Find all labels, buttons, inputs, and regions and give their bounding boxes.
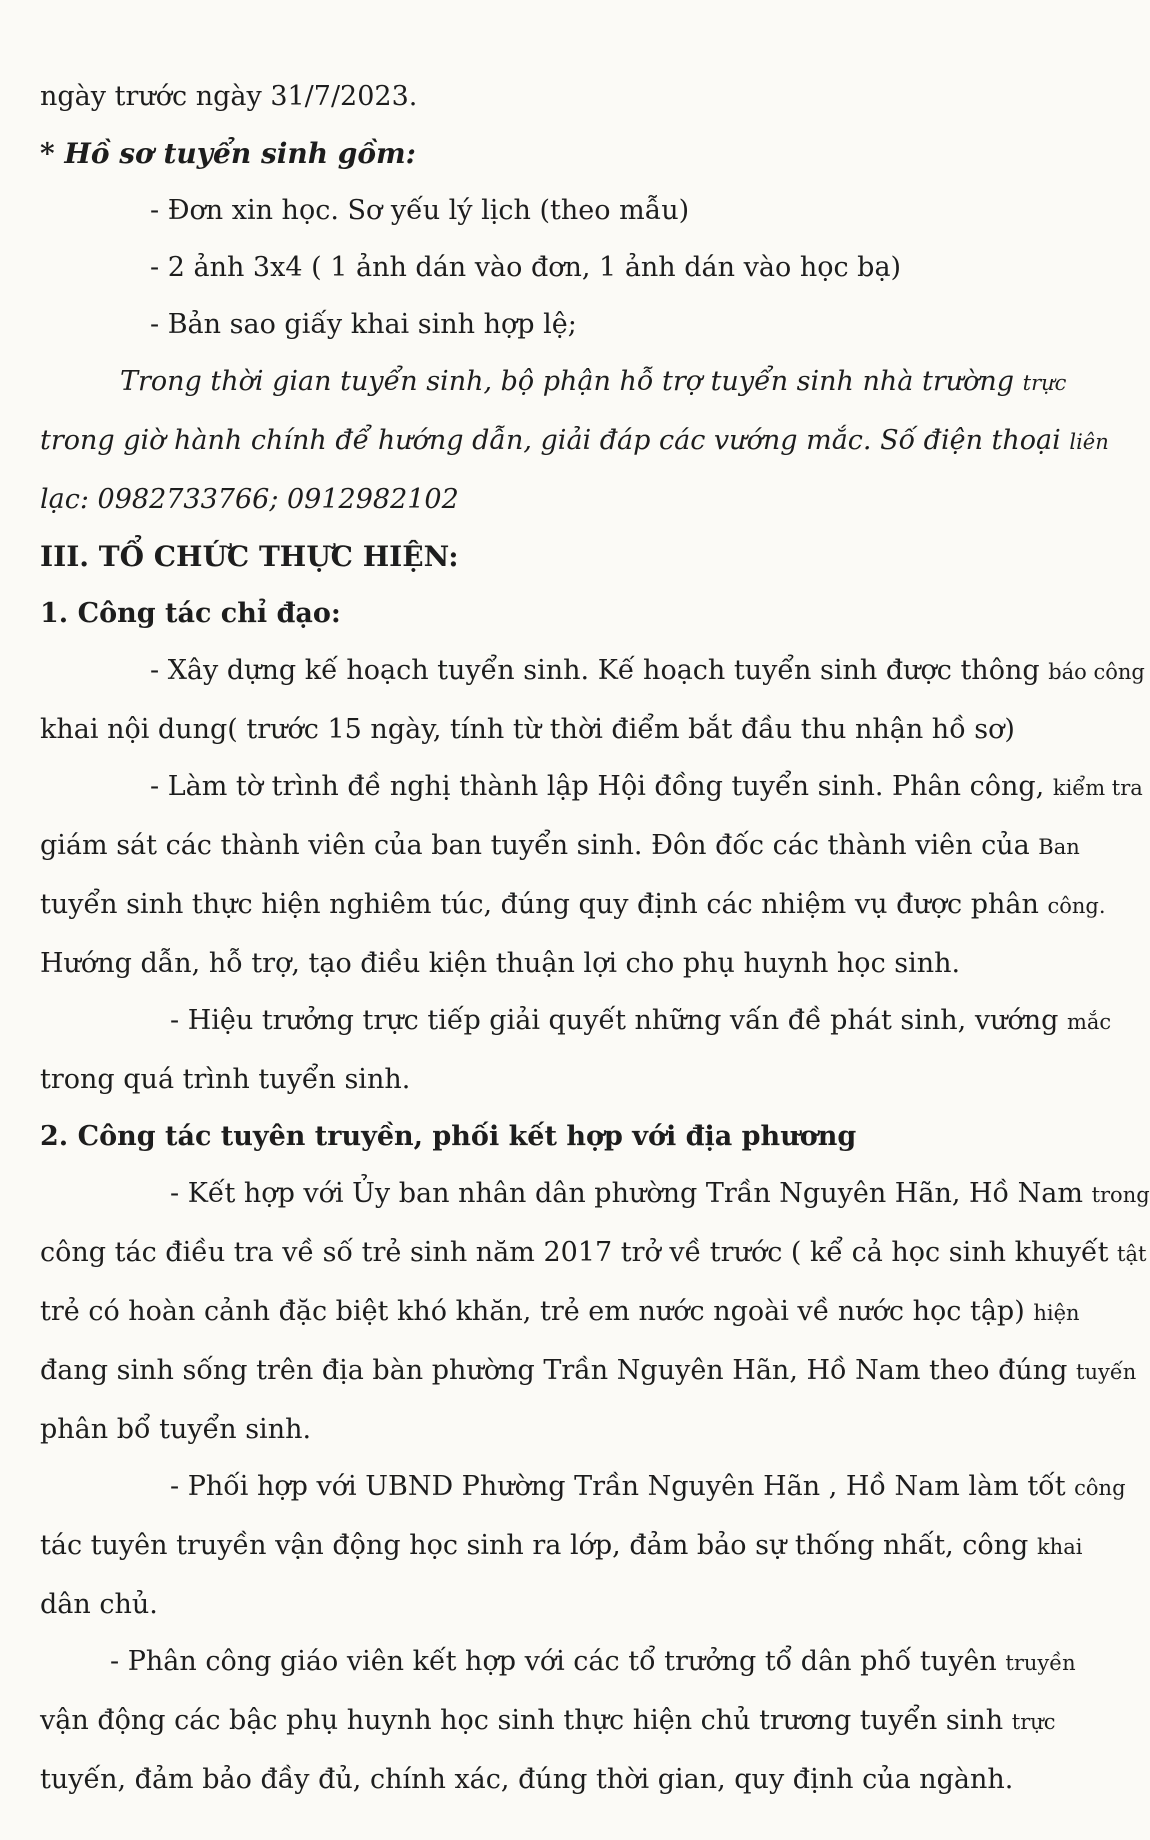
para-line — [40, 1692, 1100, 1751]
para-line: khai nội dung( trước 15 ngày, tính từ thời điểm bắt đầu thu nhận hồ sơ) — [40, 714, 1015, 745]
para-line — [40, 1283, 1100, 1342]
para-line — [40, 876, 1106, 935]
text: công tác điều tra về số trẻ sinh năm 2017 trở về trước ( kể cả học sinh khuyết — [40, 1237, 1109, 1268]
text: trong giờ hành chính để hướng dẫn, giải đáp các vướng mắc. Số điện thoại — [40, 425, 1061, 456]
text: - Xây dựng kế hoạch tuyển sinh. Kế hoạch tuyển sinh được thông — [150, 655, 1040, 686]
para-line — [40, 642, 1145, 701]
text-small: trực — [1011, 1710, 1056, 1734]
para-line — [40, 1342, 1137, 1401]
para-line — [40, 817, 1100, 876]
text: đang sinh sống trên địa bàn phường Trần Nguyên Hãn, Hồ Nam theo đúng — [40, 1355, 1068, 1386]
text: - Phân công giáo viên kết hợp với các tổ trưởng tổ dân phố tuyên — [110, 1646, 997, 1677]
text-small: liên — [1069, 430, 1109, 454]
para-line: trong quá trình tuyển sinh. — [40, 1064, 411, 1095]
text: - Hiệu trưởng trực tiếp giải quyết những vấn đề phát sinh, vướng — [170, 1005, 1059, 1036]
para-line: Hướng dẫn, hỗ trợ, tạo điều kiện thuận lợi cho phụ huynh học sinh. — [40, 948, 961, 979]
para-line: phân bổ tuyển sinh. — [40, 1414, 312, 1445]
para-line — [40, 1517, 1100, 1576]
text-small: truyền — [1005, 1651, 1076, 1675]
text: - Phối hợp với UBND Phường Trần Nguyên Hãn , Hồ Nam làm tốt — [170, 1471, 1066, 1502]
para-line — [40, 992, 1112, 1051]
list-item: - 2 ảnh 3x4 ( 1 ảnh dán vào đơn, 1 ảnh dán vào học bạ) — [150, 252, 902, 283]
text-small: mắc — [1066, 1010, 1112, 1034]
para-line — [40, 758, 1143, 817]
para-line: tuyến, đảm bảo đầy đủ, chính xác, đúng thời gian, quy định của ngành. — [40, 1764, 1014, 1795]
heading-ho-so: * Hồ sơ tuyển sinh gồm: — [40, 137, 417, 170]
text-small: tuyến — [1076, 1360, 1137, 1384]
text-small: công. — [1047, 894, 1106, 918]
text: tuyển sinh thực hiện nghiêm túc, đúng quy định các nhiệm vụ được phân — [40, 889, 1039, 920]
text-small: Ban — [1038, 835, 1080, 859]
line-date: ngày trước ngày 31/7/2023. — [40, 81, 418, 112]
text: Trong thời gian tuyển sinh, bộ phận hỗ trợ tuyển sinh nhà trường — [120, 366, 1015, 397]
para-line: dân chủ. — [40, 1589, 158, 1620]
text-small: tật — [1117, 1242, 1147, 1266]
italic-line — [40, 412, 1109, 471]
text: - Làm tờ trình đề nghị thành lập Hội đồng tuyển sinh. Phân công, — [150, 771, 1045, 802]
text-small: khai — [1036, 1535, 1083, 1559]
text-small: kiểm tra — [1052, 776, 1143, 800]
text: trẻ có hoàn cảnh đặc biệt khó khăn, trẻ em nước ngoài về nước học tập) — [40, 1296, 1025, 1327]
text-small: trong — [1091, 1183, 1150, 1207]
text-small: báo công — [1048, 660, 1145, 684]
text: giám sát các thành viên của ban tuyển sinh. Đôn đốc các thành viên của — [40, 830, 1030, 861]
para-line — [40, 1224, 1147, 1283]
para-line — [40, 1458, 1126, 1517]
text: - Kết hợp với Ủy ban nhân dân phường Trần Nguyên Hãn, Hồ Nam — [170, 1178, 1083, 1209]
text-small: trực — [1022, 371, 1067, 395]
text: vận động các bậc phụ huynh học sinh thực hiện chủ trương tuyển sinh — [40, 1705, 1004, 1736]
phone-line: lạc: 0982733766; 0912982102 — [40, 484, 459, 515]
text-small: hiện — [1033, 1301, 1080, 1325]
list-item: - Đơn xin học. Sơ yếu lý lịch (theo mẫu) — [150, 195, 690, 226]
para-line — [40, 1165, 1150, 1224]
para-line — [40, 1633, 1100, 1692]
subheading-2: 2. Công tác tuyên truyền, phối kết hợp với địa phương — [40, 1121, 857, 1152]
subheading-1: 1. Công tác chỉ đạo: — [40, 598, 341, 629]
list-item: - Bản sao giấy khai sinh hợp lệ; — [150, 309, 577, 340]
text-small: công — [1074, 1476, 1126, 1500]
text: tác tuyên truyền vận động học sinh ra lớp, đảm bảo sự thống nhất, công — [40, 1530, 1029, 1561]
italic-line — [40, 353, 1100, 412]
section-heading-3: III. TỔ CHỨC THỰC HIỆN: — [40, 540, 459, 573]
